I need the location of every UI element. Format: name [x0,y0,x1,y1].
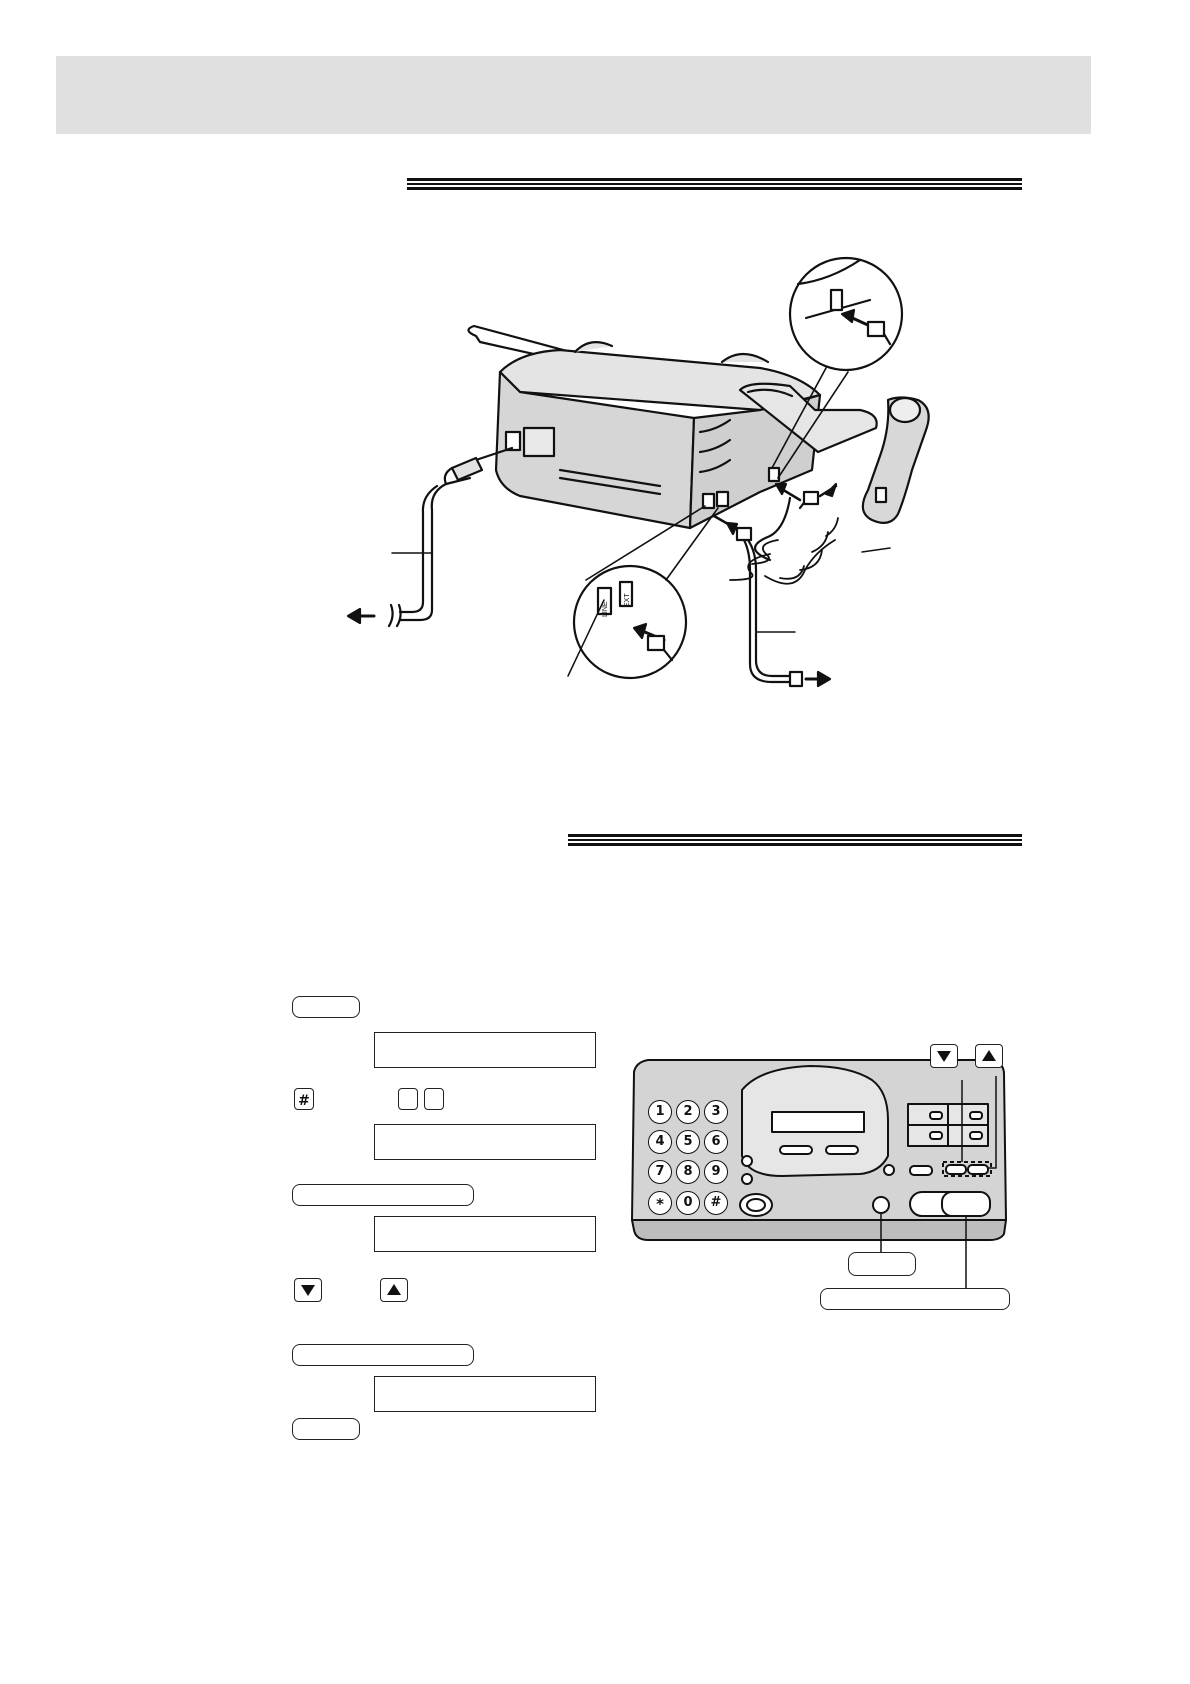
dial-key-9[interactable]: 9 [704,1160,728,1184]
step6-key[interactable] [292,1418,360,1440]
step2-hash-key[interactable] [294,1088,314,1110]
dial-key-star[interactable]: * [648,1191,672,1215]
step2-digit-key-1[interactable] [398,1088,418,1110]
svg-text:LINE: LINE [602,601,609,617]
dial-key-2[interactable]: 2 [676,1100,700,1124]
dial-key-4[interactable]: 4 [648,1130,672,1154]
dial-key-0[interactable]: 0 [676,1191,700,1215]
step2-digit-key-2[interactable] [424,1088,444,1110]
set-key-callout[interactable] [820,1288,1010,1310]
down-key-callout[interactable] [930,1044,958,1068]
dial-key-7[interactable]: 7 [648,1160,672,1184]
step2-display [374,1124,596,1160]
triangle-up-icon [381,1279,407,1301]
triangle-up-icon [976,1045,1002,1067]
dial-key-8[interactable]: 8 [676,1160,700,1184]
dial-keypad [648,1100,732,1224]
step3-key[interactable] [292,1184,474,1206]
step1-display [374,1032,596,1068]
up-key-callout[interactable] [975,1044,1003,1068]
triangle-down-icon [931,1045,957,1067]
hash-glyph: # [298,1093,310,1109]
triangle-down-icon [295,1279,321,1301]
function-key-callout[interactable] [848,1252,916,1276]
step1-key[interactable] [292,996,360,1018]
step5-key[interactable] [292,1344,474,1366]
step5-display [374,1376,596,1412]
svg-text:EXT: EXT [624,593,631,607]
dial-key-hash[interactable]: # [704,1191,728,1215]
dial-key-3[interactable]: 3 [704,1100,728,1124]
step4-down-key[interactable] [294,1278,322,1302]
dial-key-5[interactable]: 5 [676,1130,700,1154]
dial-key-6[interactable]: 6 [704,1130,728,1154]
step3-display [374,1216,596,1252]
dial-key-1[interactable]: 1 [648,1100,672,1124]
step4-up-key[interactable] [380,1278,408,1302]
